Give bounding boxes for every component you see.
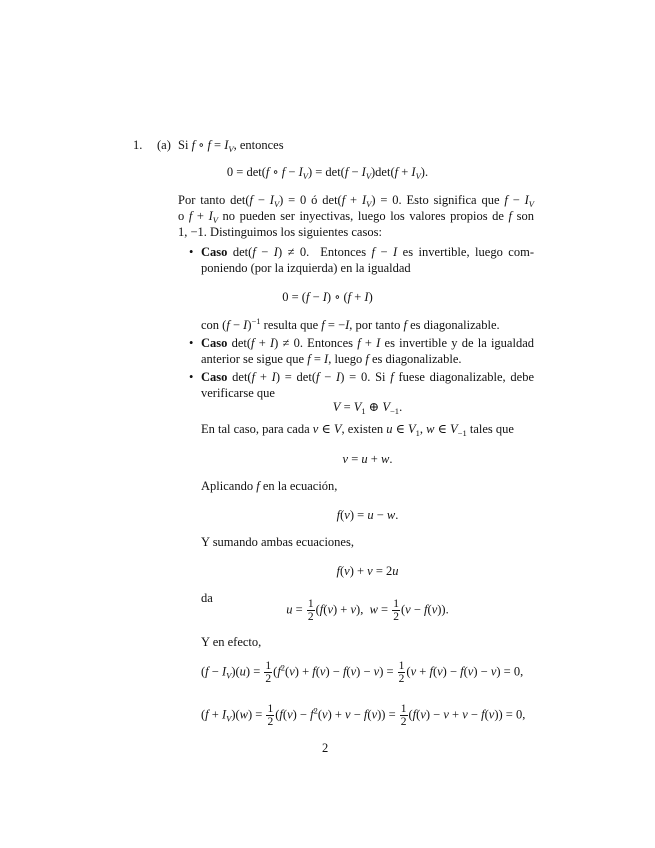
equation-determinant: 0 = det(f ∘ $f - I_V) = \det(f - I_V)\det(f + I_V)$.: [226, 165, 429, 181]
bullet-1: •: [189, 245, 194, 259]
hypothesis-line: Si f ∘ $f = I_V$, entonces: [178, 138, 284, 154]
summing-text: Y sumando ambas ecuaciones,: [201, 535, 354, 549]
equation-check-u: $(f - I_V)(u)$ = $\frac{1}{2}$ $(f^2(v) + f(v) - f(v) - v)$ = $\frac{1}{2}$ (v + f(v) − f(v) − v) = 0,: [201, 660, 524, 686]
applying-f-text: Aplicando f en la ecuación,: [201, 479, 338, 493]
page-number: 2: [322, 741, 329, 755]
case-3-line-2: verificarse que: [201, 386, 275, 400]
case-2-line-2: anterior se sigue que f = I, luego f es diagonalizable.: [201, 352, 462, 366]
equation-sum: f(v) + v = 2u: [336, 564, 399, 578]
da-text: da: [201, 591, 213, 605]
equation-check-w: $(f + I_V)(w)$ = $\frac{1}{2}$ $(f(v) - f^2(v) + v - f(v))$ = $\frac{1}{2}$ (f(v) − v + v − f(v)) = 0,: [201, 703, 526, 729]
bullet-2: •: [189, 336, 194, 350]
paragraph-line-3: 1, −1. Distinguimos los siguientes casos:: [178, 225, 382, 239]
case-3-line-1: Caso det(f + I) = det(f − I) = 0. Si f fuese diagonalizable, debe: [201, 370, 534, 384]
case-3-line-3: En tal caso, para cada v ∈ V, existen u ∈ $V_1$, w ∈ $V_{-1}$ tales que: [201, 422, 514, 438]
equation-decomposition: v = u + w.: [342, 452, 393, 466]
equation-f-of-v: f(v) = u − w.: [336, 508, 399, 522]
equation-direct-sum: $V = V_1$ ⊕ $V_{-1}$.: [332, 400, 403, 416]
case-2-line-1: Caso det(f + I) ≠ 0. Entonces f + I es invertible y de la igualdad: [201, 336, 534, 350]
item-number: 1.: [133, 138, 143, 152]
equation-u-w: u = $\frac{1}{2}$ (f(v) + v), w = $\frac{1}{2}$ (v − f(v)).: [286, 598, 449, 624]
bullet-3: •: [189, 370, 194, 384]
part-label: (a): [157, 138, 171, 152]
equation-composition: 0 = (f − I) ∘ (f + I): [282, 290, 373, 304]
case-1-line-1: Caso det(f − I) ≠ 0. Entonces f − I es invertible, luego com-: [201, 245, 534, 259]
case-1-line-2: poniendo (por la izquierda) en la igualdad: [201, 261, 411, 275]
paragraph-line-2: o $f + I_V$ no pueden ser inyectivas, luego los valores propios de f son: [178, 209, 534, 225]
en-efecto-text: Y en efecto,: [201, 635, 262, 649]
case-1-line-3: con $(f - I)^{-1}$ resulta que f = −I, por tanto f es diagonalizable.: [201, 316, 500, 332]
paragraph-line-1: Por tanto $\det(f - I_V) = 0$ ó $\det(f + I_V) = 0$. Esto significa que $f - I_V$: [178, 193, 534, 209]
